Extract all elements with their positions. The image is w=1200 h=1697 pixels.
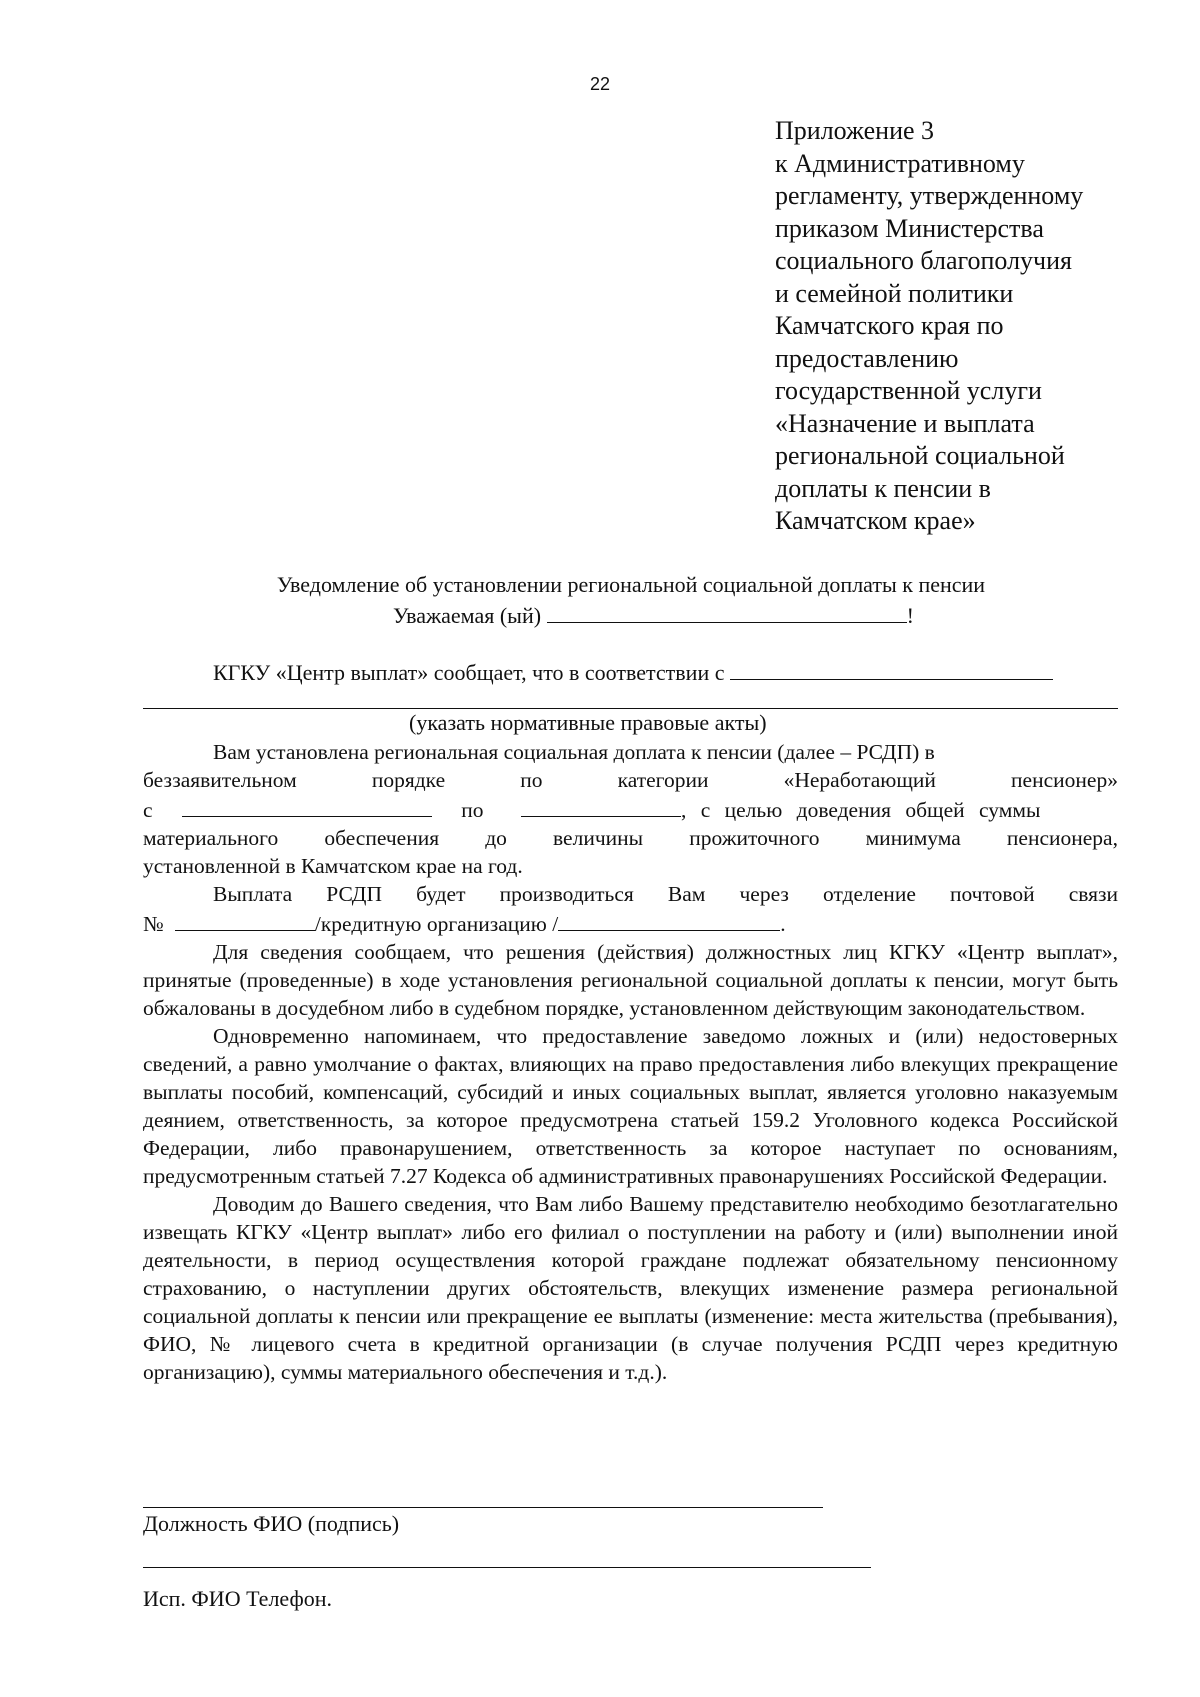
- signature-label: Должность ФИО (подпись): [143, 1511, 400, 1536]
- appendix-line: Камчатского края по: [775, 311, 1004, 340]
- legal-acts-hint: (указать нормативные правовые акты): [409, 710, 767, 735]
- appendix-line: регламенту, утвержденному: [775, 181, 1084, 210]
- word: прожиточного: [689, 826, 820, 850]
- paragraph-4: Одновременно напоминаем, что предоставление заведомо ложных и (или) недостоверных сведений, а равно умолчание о фактах, влияющих на право предоставления либо влекущих прекращение выплаты пособий, компенсаций, субсидий и иных социальных выплат, является уголовно наказуемым деянием, ответственность, за которое предусмотрена статьей 159.2 Уголовного кодекса Российской Федерации, либо правонарушением, ответственность за которое наступает по основаниям, предусмотренным статьей 7.27 Кодекса об административных правонарушениях Российской Федерации.: [143, 1024, 1118, 1188]
- word: пенсионера,: [1006, 826, 1118, 850]
- greeting-line: [393, 600, 914, 630]
- word: обеспечения: [324, 826, 440, 850]
- word: беззаявительном: [143, 768, 297, 792]
- legal-acts-blank[interactable]: [730, 657, 1053, 680]
- date-to-label: по: [461, 798, 484, 822]
- appendix-line: Камчатском крае»: [775, 506, 976, 535]
- credit-org-label: /кредитную организацию /: [314, 912, 559, 936]
- paragraph-3: Для сведения сообщаем, что решения (действия) должностных лиц КГКУ «Центр выплат», принятые (проведенные) в ходе установления региональной социальной доплаты к пенсии, могут быть обжалованы в досудебном либо в судебном порядке, установленном действующим законодательством.: [143, 940, 1118, 1020]
- word: до: [485, 826, 507, 850]
- paragraph-1-line-3-tail: , с целью доведения общей суммы: [680, 798, 1041, 822]
- date-from-blank[interactable]: [182, 794, 432, 817]
- paragraph-2-line-1: Выплата РСДП будет производиться Вам через отделение почтовой связи: [213, 882, 1118, 906]
- paragraph-1-line-3: [143, 794, 1118, 824]
- recipient-name-blank[interactable]: [547, 600, 907, 623]
- word: порядке: [371, 768, 446, 792]
- appendix-line: Приложение 3: [775, 116, 935, 145]
- appendix-line: «Назначение и выплата: [775, 408, 1035, 438]
- appendix-line: региональной социальной: [775, 441, 1065, 470]
- paragraph-1-line-2: [143, 766, 1118, 794]
- appendix-line: социального благополучия: [775, 246, 1073, 275]
- paragraph-1-line-5: установленной в Камчатском крае на год.: [143, 854, 523, 878]
- intro-text: КГКУ «Центр выплат» сообщает, что в соответствии с: [213, 660, 725, 685]
- appendix-line: к Административному: [775, 148, 1025, 178]
- paragraph-5: Доводим до Вашего сведения, что Вам либо Вашему представителю необходимо безотлагательно извещать КГКУ «Центр выплат» либо его филиал о поступлении на работу и (или) выполнении иной деятельности, в период осуществления которой граждане подлежат обязательному пенсионному страхованию, о наступлении других обстоятельств, влекущих изменение размера региональной социальной доплаты к пенсии или прекращение ее выплаты (изменение: места жительства (пребывания), ФИО, № лицевого счета в кредитной организации (в случае получения РСДП через кредитную организацию), суммы материального обеспечения и т.д.).: [143, 1192, 1118, 1384]
- post-office-number-blank[interactable]: [175, 908, 315, 931]
- page-number: 22: [589, 74, 611, 94]
- paragraph-1-line-1: Вам установлена региональная социальная доплата к пенсии (далее – РСДП) в: [213, 740, 935, 764]
- greeting-prefix: Уважаемая (ый): [393, 603, 542, 628]
- word: материального: [143, 826, 279, 850]
- word: категории: [617, 768, 709, 792]
- appendix-block: [775, 115, 1175, 538]
- appendix-line: предоставлению: [775, 343, 959, 373]
- appendix-line: государственной услуги: [775, 376, 1042, 405]
- greeting-suffix: !: [906, 603, 914, 628]
- document-title: Уведомление об установлении региональной социальной доплаты к пенсии: [276, 572, 986, 597]
- word: пенсионер»: [1011, 768, 1118, 792]
- paragraph-2-line-2: [143, 908, 1118, 938]
- number-sign: №: [143, 912, 164, 936]
- notice-body: [143, 738, 1118, 1386]
- word: минимума: [865, 826, 961, 850]
- intro-line: [213, 657, 1053, 687]
- appendix-line: приказом Министерства: [775, 213, 1044, 243]
- date-from-label: с: [143, 798, 153, 822]
- word: «Неработающий: [783, 768, 936, 792]
- line-end: .: [780, 912, 786, 936]
- appendix-line: доплаты к пенсии в: [775, 473, 991, 503]
- executor-blank-line[interactable]: [143, 1567, 871, 1568]
- date-to-blank[interactable]: [521, 794, 681, 817]
- executor-label: Исп. ФИО Телефон.: [143, 1586, 332, 1611]
- signature-blank-line[interactable]: [143, 1507, 823, 1508]
- appendix-line: и семейной политики: [775, 278, 1014, 308]
- credit-org-blank[interactable]: [558, 908, 780, 931]
- paragraph-1-line-4: [143, 824, 1118, 852]
- word: величины: [553, 826, 644, 850]
- word: по: [520, 768, 543, 792]
